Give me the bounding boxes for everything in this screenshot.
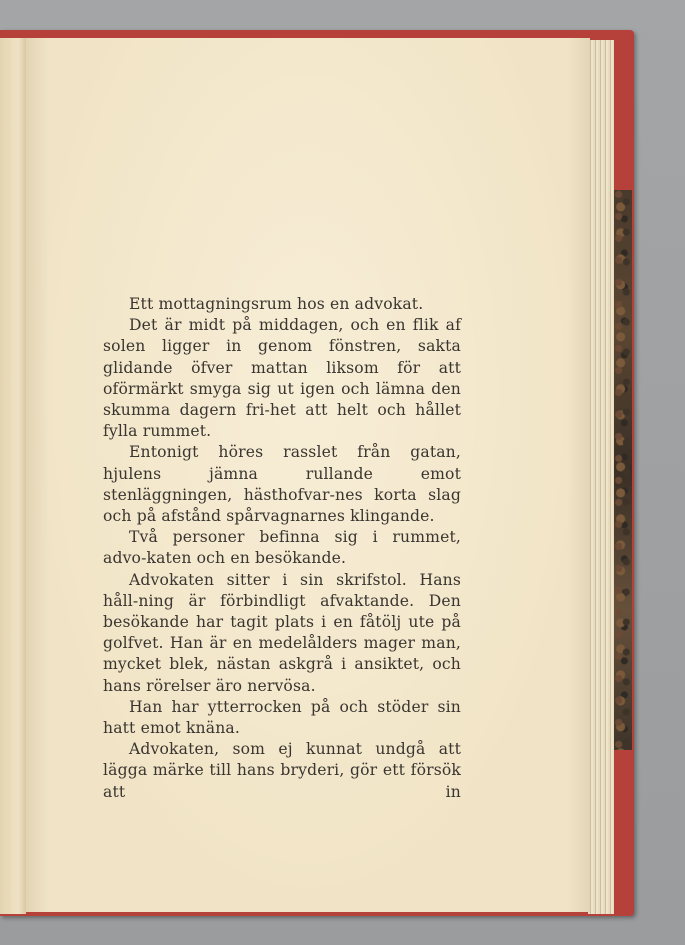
paragraph-3: Entonigt höres rasslet från gatan, hjulens jämna rullande emot stenläggningen, hästhofvar-nes korta slag och på afstånd spårvagnarnes klingande. [103,443,461,526]
paragraph-7: Advokaten, som ej kunnat undgå att lägga märke till hans bryderi, gör ett försök att in [103,740,461,801]
book-page [26,38,590,912]
paragraph-1: Ett mottagningsrum hos en advokat. [129,295,424,313]
paragraph-2: Det är midt på middagen, och en flik af solen ligger in genom fönstren, sakta glidande öfver mattan liksom för att oförmärkt smyga sig ut igen och lämna den skumma dagern fri-het att helt och hållet fylla rummet. [103,316,461,441]
left-page-edge [0,38,26,914]
paragraph-6: Han har ytterrocken på och stöder sin hatt emot knäna. [103,697,461,738]
paragraph-4: Två personer befinna sig i rummet, advo-katen och en besökande. [103,528,461,568]
page-stack-edge [588,40,614,914]
marbled-page-edge [613,190,632,750]
page-text [103,294,461,803]
paragraph-5: Advokaten sitter i sin skrifstol. Hans håll-ning är förbindligt afvaktande. Den besökande har tagit plats i en fåtölj ute på golfvet. Han är en medelålders mager man, mycket blek, nästan askgrå i ansiktet, och hans rörelser äro nervösa. [103,570,461,695]
